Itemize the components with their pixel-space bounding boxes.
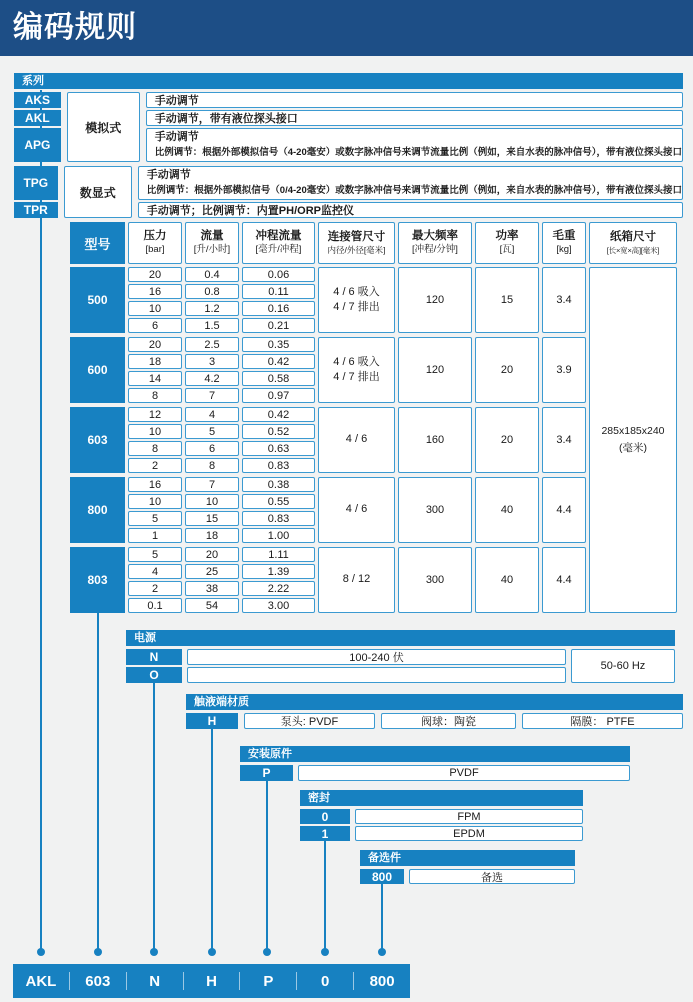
table-cell: 10 (128, 424, 182, 439)
table-cell: 1 (128, 528, 182, 543)
power-code-n: N (126, 649, 182, 665)
header-unit: [瓦] (499, 244, 515, 256)
material-section (186, 694, 683, 729)
table-cell: 0.11 (242, 284, 315, 299)
seal-section (300, 790, 583, 841)
flow-column (185, 267, 239, 333)
connector-line (40, 90, 42, 954)
connection-line: 8 / 12 (342, 573, 371, 586)
series-type-analog: 模拟式 (67, 92, 140, 162)
connection-line: 4 / 6 吸入 (333, 355, 380, 368)
header-title: 流量 (200, 229, 224, 242)
flow-column (185, 547, 239, 613)
table-cell: 0.58 (242, 371, 315, 386)
stroke-column (242, 547, 315, 613)
connection-line: 4 / 7 排出 (333, 301, 380, 313)
table-cell: 2 (128, 458, 182, 473)
stroke-column (242, 267, 315, 333)
table-cell: 8 (185, 458, 239, 473)
table-cell: 18 (128, 354, 182, 369)
connector-dot (208, 948, 216, 956)
connection-cell (318, 547, 395, 613)
carton-size-unit: (毫米) (619, 442, 647, 454)
table-cell: 0.97 (242, 388, 315, 403)
seal-row-1 (300, 826, 583, 841)
connection-cell (318, 407, 395, 473)
pressure-column (128, 477, 182, 543)
table-cell: 8 (128, 441, 182, 456)
series-desc-line: 手动调节 (146, 169, 191, 182)
table-cell: 54 (185, 598, 239, 613)
series-analog-group (14, 92, 683, 162)
spec-table-header-row (70, 222, 677, 264)
series-desc-aks (146, 92, 683, 108)
installation-header: 安装原件 (240, 746, 630, 762)
table-cell: 2.5 (185, 337, 239, 352)
options-value: 备选 (409, 869, 575, 884)
header-max-frequency (398, 222, 472, 264)
connector-line (153, 683, 155, 954)
header-title: 纸箱尺寸 (610, 231, 656, 244)
power-code-o: O (126, 667, 182, 683)
header-power (475, 222, 539, 264)
table-cell: 6 (185, 441, 239, 456)
series-section (14, 73, 683, 218)
table-cell: 2.22 (242, 581, 315, 596)
header-connection (318, 222, 395, 264)
table-cell: 38 (185, 581, 239, 596)
connector-line (97, 613, 99, 954)
header-unit: [长×宽×高][毫米] (606, 245, 660, 255)
frequency-cell: 50-60 Hz (571, 649, 675, 683)
weight-cell: 4.4 (542, 477, 586, 543)
header-unit: [bar] (145, 244, 165, 256)
connection-cell (318, 267, 395, 333)
connector-dot (150, 948, 158, 956)
max-frequency-cell: 300 (398, 547, 472, 613)
material-row (186, 713, 683, 729)
code-bar (13, 964, 410, 998)
header-carton (589, 222, 677, 264)
table-cell: 16 (128, 477, 182, 492)
connection-cell (318, 477, 395, 543)
table-cell: 0.21 (242, 318, 315, 333)
table-cell: 3.00 (242, 598, 315, 613)
header-stroke-volume (242, 222, 315, 264)
spec-table (70, 222, 677, 613)
carton-size-value: 285x185x240 (601, 425, 665, 438)
material-diaphragm: 隔膜： PTFE (522, 713, 683, 729)
power-section (126, 630, 675, 683)
code-segment-power: N (149, 972, 161, 990)
code-segment-options: 800 (369, 972, 395, 990)
options-code-800: 800 (360, 869, 404, 884)
table-cell: 16 (128, 284, 182, 299)
header-weight (542, 222, 586, 264)
connector-dot (378, 948, 386, 956)
weight-cell: 3.9 (542, 337, 586, 403)
table-cell: 18 (185, 528, 239, 543)
table-cell: 0.16 (242, 301, 315, 316)
table-cell: 0.83 (242, 458, 315, 473)
weight-cell: 3.4 (542, 267, 586, 333)
model-section-603 (70, 407, 677, 473)
power-cell: 40 (475, 477, 539, 543)
material-header: 触液端材质 (186, 694, 683, 710)
seal-row-0 (300, 809, 583, 824)
series-desc-text: 手动调节；比例调节：内置PH/ORP监控仪 (146, 205, 354, 217)
spec-table-body (70, 267, 677, 613)
pressure-column (128, 407, 182, 473)
header-flow (185, 222, 239, 264)
installation-code-p: P (240, 765, 293, 781)
connector-line (266, 781, 268, 954)
code-segment-installation: P (263, 972, 274, 990)
model-cell: 600 (70, 337, 125, 403)
header-title: 压力 (143, 229, 167, 242)
model-section-500 (70, 267, 677, 333)
series-desc-text: 手动调节，带有液位探头接口 (154, 113, 298, 125)
stroke-column (242, 477, 315, 543)
table-cell: 0.63 (242, 441, 315, 456)
series-header: 系列 (14, 73, 683, 89)
material-valve-ball: 阀球：陶瓷 (381, 713, 516, 729)
table-cell: 5 (185, 424, 239, 439)
series-desc-column (138, 166, 683, 218)
table-cell: 1.00 (242, 528, 315, 543)
table-cell: 0.38 (242, 477, 315, 492)
pressure-column (128, 547, 182, 613)
max-frequency-cell: 120 (398, 267, 472, 333)
max-frequency-cell: 160 (398, 407, 472, 473)
table-cell: 0.83 (242, 511, 315, 526)
options-row (360, 869, 575, 884)
power-value-n: 100-240 伏 (187, 649, 566, 665)
pressure-column (128, 337, 182, 403)
pressure-column (128, 267, 182, 333)
model-section-803 (70, 547, 677, 613)
flow-column (185, 407, 239, 473)
table-cell: 1.39 (242, 564, 315, 579)
table-cell: 20 (128, 267, 182, 282)
model-cell: 803 (70, 547, 125, 613)
material-code-h: H (186, 713, 238, 729)
connection-line: 4 / 6 吸入 (333, 285, 380, 298)
connector-line (381, 884, 383, 954)
table-cell: 0.1 (128, 598, 182, 613)
connection-line: 4 / 7 排出 (333, 371, 380, 383)
header-unit: [毫升/冲程] (255, 244, 302, 256)
table-cell: 6 (128, 318, 182, 333)
power-cell: 20 (475, 407, 539, 473)
table-cell: 0.8 (185, 284, 239, 299)
table-cell: 1.2 (185, 301, 239, 316)
header-model: 型号 (70, 222, 125, 264)
table-cell: 7 (185, 477, 239, 492)
series-desc-text: 手动调节 (154, 95, 199, 107)
table-cell: 3 (185, 354, 239, 369)
connector-dot (263, 948, 271, 956)
connection-line: 4 / 6 (345, 433, 368, 446)
header-title: 毛重 (552, 229, 576, 242)
table-cell: 0.06 (242, 267, 315, 282)
connector-line (324, 841, 326, 954)
series-key-column (14, 92, 61, 162)
power-cell: 40 (475, 547, 539, 613)
weight-cell: 4.4 (542, 547, 586, 613)
series-code-tpg: TPG (14, 166, 58, 200)
series-desc-line: 比例调节：根据外部模拟信号（4-20毫安）或数字脉冲信号来调节流量比例（例如，来自水表的脉冲信号），带有液位探头接口 (154, 147, 682, 159)
series-desc-column (146, 92, 683, 162)
table-cell: 0.42 (242, 407, 315, 422)
table-cell: 10 (185, 494, 239, 509)
code-segment-series: AKL (25, 972, 57, 990)
header-unit: 内径/外径[毫米] (327, 245, 386, 256)
table-cell: 12 (128, 407, 182, 422)
material-pump-head: 泵头: PVDF (244, 713, 375, 729)
seal-header: 密封 (300, 790, 583, 806)
series-type-digital: 数显式 (64, 166, 132, 218)
table-cell: 4 (128, 564, 182, 579)
flow-column (185, 477, 239, 543)
seal-code-1: 1 (300, 826, 350, 841)
table-cell: 14 (128, 371, 182, 386)
table-cell: 1.11 (242, 547, 315, 562)
power-cell: 20 (475, 337, 539, 403)
table-cell: 15 (185, 511, 239, 526)
table-cell: 1.5 (185, 318, 239, 333)
stroke-column (242, 337, 315, 403)
series-digital-group (14, 166, 683, 218)
code-segment-model: 603 (85, 972, 111, 990)
code-segment-seal: 0 (321, 972, 330, 990)
table-cell: 10 (128, 494, 182, 509)
options-section (360, 850, 575, 884)
table-cell: 10 (128, 301, 182, 316)
table-cell: 8 (128, 388, 182, 403)
table-cell: 0.55 (242, 494, 315, 509)
header-unit: [冲程/分钟] (412, 244, 458, 256)
seal-value-epdm: EPDM (355, 826, 583, 841)
table-cell: 5 (128, 547, 182, 562)
carton-size-cell (589, 267, 677, 613)
table-cell: 0.52 (242, 424, 315, 439)
connector-dot (321, 948, 329, 956)
series-code-apg: APG (14, 128, 61, 162)
installation-section (240, 746, 630, 781)
table-cell: 4 (185, 407, 239, 422)
header-title: 功率 (495, 229, 519, 242)
header-unit: [升/小时] (193, 244, 231, 256)
seal-code-0: 0 (300, 809, 350, 824)
table-cell: 4.2 (185, 371, 239, 386)
power-value-o (187, 667, 566, 683)
connection-cell (318, 337, 395, 403)
header-title: 最大频率 (412, 229, 458, 242)
model-section-800 (70, 477, 677, 543)
series-desc-tpr (138, 202, 683, 218)
table-cell: 5 (128, 511, 182, 526)
table-cell: 0.4 (185, 267, 239, 282)
header-title: 连接管尺寸 (327, 230, 386, 243)
table-cell: 0.35 (242, 337, 315, 352)
header-unit: [kg] (556, 244, 572, 256)
power-header: 电源 (126, 630, 675, 646)
max-frequency-cell: 120 (398, 337, 472, 403)
series-code-aks: AKS (14, 92, 61, 108)
model-section-600 (70, 337, 677, 403)
max-frequency-cell: 300 (398, 477, 472, 543)
connector-dot (94, 948, 102, 956)
flow-column (185, 337, 239, 403)
stroke-column (242, 407, 315, 473)
installation-value: PVDF (298, 765, 630, 781)
connector-line (211, 729, 213, 954)
power-cell: 15 (475, 267, 539, 333)
code-segment-material: H (206, 972, 217, 990)
series-code-akl: AKL (14, 110, 61, 126)
series-desc-apg (146, 128, 683, 162)
model-cell: 800 (70, 477, 125, 543)
series-desc-line: 手动调节 (154, 131, 199, 144)
header-title: 冲程流量 (255, 229, 302, 242)
table-cell: 7 (185, 388, 239, 403)
series-desc-akl (146, 110, 683, 126)
connector-dot (37, 948, 45, 956)
series-desc-tpg (138, 166, 683, 200)
seal-value-fpm: FPM (355, 809, 583, 824)
table-cell: 0.42 (242, 354, 315, 369)
connection-line: 4 / 6 (345, 503, 368, 516)
series-key-column (14, 166, 58, 218)
table-cell: 25 (185, 564, 239, 579)
page-title: 编码规则 (0, 0, 693, 56)
series-desc-line: 比例调节：根据外部模拟信号（0/4-20毫安）或数字脉冲信号来调节流量比例（例如，来自水表的脉冲信号），带有液位探头接口 (146, 185, 682, 197)
header-pressure (128, 222, 182, 264)
weight-cell: 3.4 (542, 407, 586, 473)
table-cell: 20 (185, 547, 239, 562)
table-cell: 20 (128, 337, 182, 352)
series-code-tpr: TPR (14, 202, 58, 218)
installation-row (240, 765, 630, 781)
model-cell: 603 (70, 407, 125, 473)
table-cell: 2 (128, 581, 182, 596)
model-cell: 500 (70, 267, 125, 333)
options-header: 备选件 (360, 850, 575, 866)
